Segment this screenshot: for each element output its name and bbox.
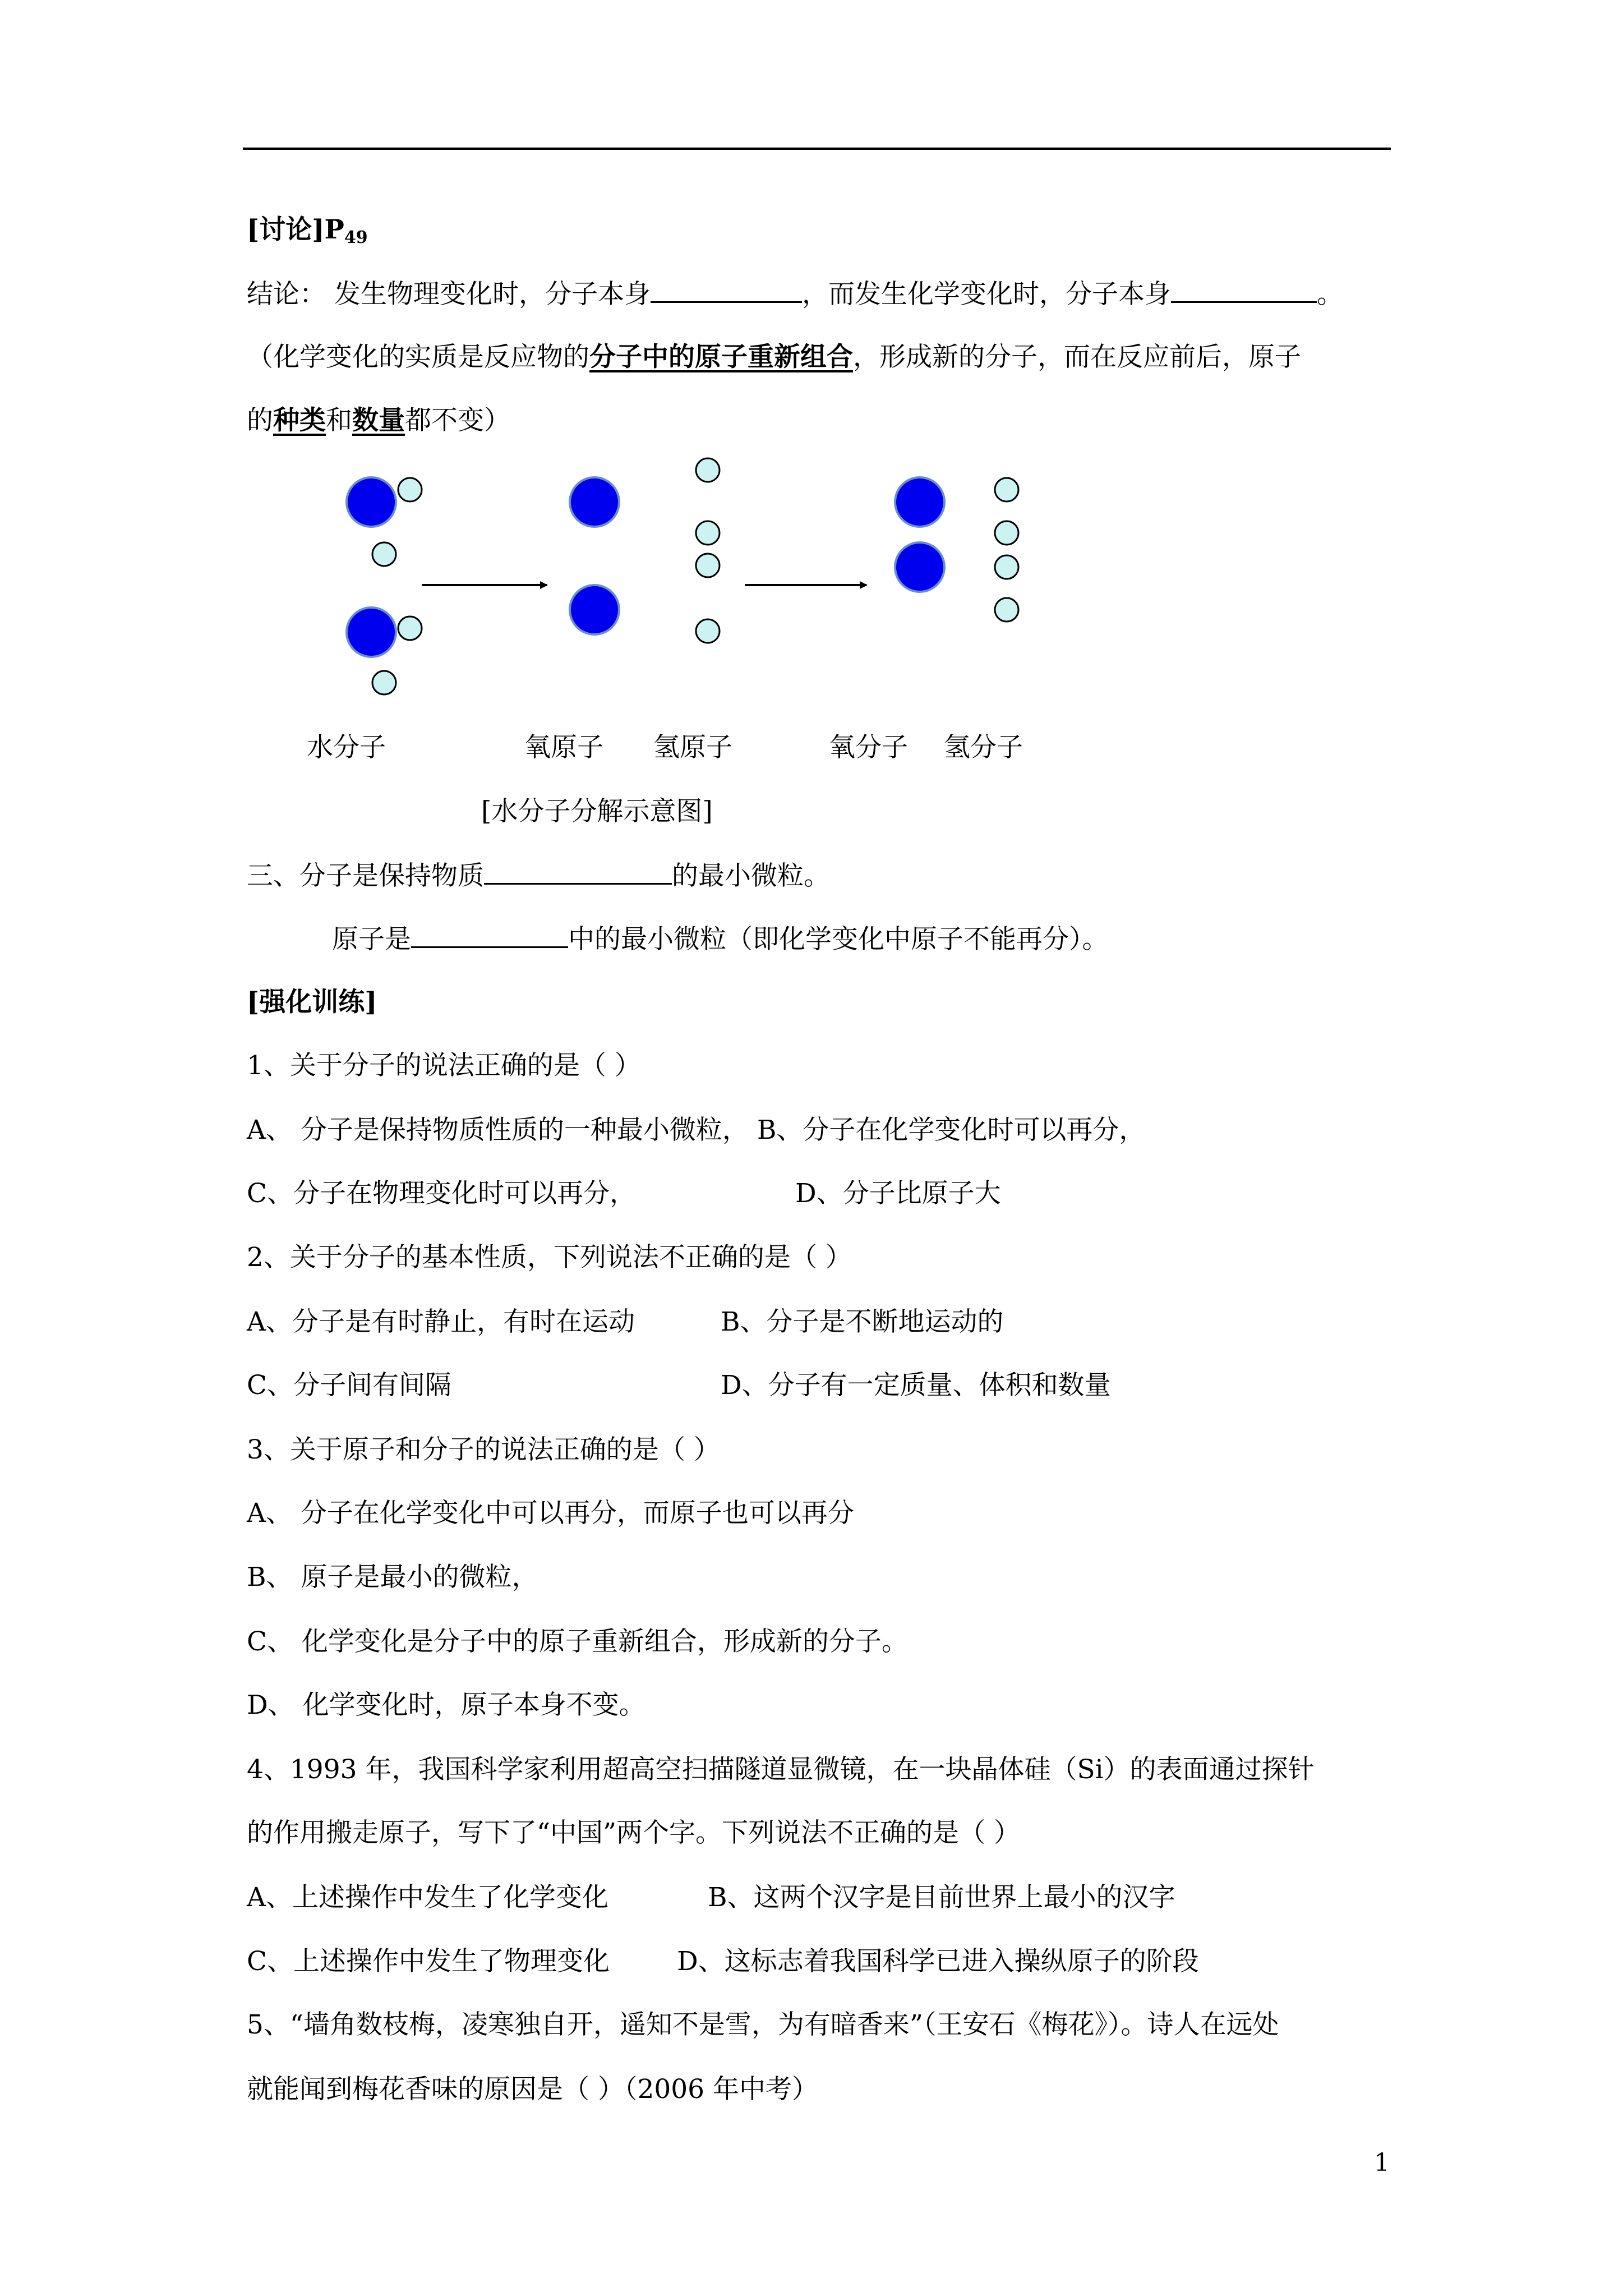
hydrogen-atom xyxy=(696,619,720,643)
conclusion-line xyxy=(247,277,1343,311)
question-5-line-2: 就能闻到梅花香味的原因是（ ）（2006 年中考） xyxy=(247,2074,818,2105)
training-title: [强化训练] xyxy=(247,987,377,1018)
atom-def-b: 中的最小微粒（即化学变化中原子不能再分）。 xyxy=(568,924,1109,955)
hydrogen-atom xyxy=(372,671,396,694)
oxygen-molecule-atom xyxy=(895,542,944,592)
hydrogen-molecule-atom xyxy=(995,521,1018,545)
hydrogen-atom xyxy=(398,478,422,501)
hydrogen-atom xyxy=(696,521,720,545)
essence-kind: 种类 xyxy=(273,405,326,436)
molecule-def-a: 三、分子是保持物质 xyxy=(247,861,484,891)
essence-text-b: ，形成新的分子，而在反应前后，原子 xyxy=(853,342,1301,372)
question-3-option-c: C、 化学变化是分子中的原子重新组合，形成新的分子。 xyxy=(247,1626,908,1657)
question-1: 1、关于分子的说法正确的是（ ） xyxy=(247,1050,641,1081)
question-3-option-b: B、 原子是最小的微粒， xyxy=(247,1562,538,1593)
question-1-option-d: D、分子比原子大 xyxy=(795,1178,1001,1209)
label-hydrogen-molecule: 氢分子 xyxy=(944,732,1023,763)
question-4-option-b: B、这两个汉字是目前世界上最小的汉字 xyxy=(708,1882,1175,1913)
conclusion-prefix: 结论： 发生物理变化时，分子本身 xyxy=(247,279,651,310)
essence-emphasis: 分子中的原子重新组合 xyxy=(589,342,853,372)
oxygen-atom xyxy=(347,477,396,527)
question-5-line-1: 5、“墙角数枝梅，凌寒独自开，遥知不是雪，为有暗香来”（王安石《梅花》）。诗人在远处 xyxy=(247,2009,1279,2040)
atom-def-a: 原子是 xyxy=(332,924,411,955)
hydrogen-atom xyxy=(398,616,422,640)
hydrogen-atom xyxy=(372,542,396,566)
header-rule xyxy=(243,148,1391,150)
atom-blank[interactable] xyxy=(411,922,568,948)
hydrogen-molecule-atom xyxy=(995,478,1018,501)
essence-text-d: 都不变） xyxy=(405,405,510,436)
conclusion-suffix: 。 xyxy=(1316,279,1343,310)
atom-definition xyxy=(332,922,1109,956)
question-2-option-a: A、分子是有时静止，有时在运动 xyxy=(247,1306,635,1337)
question-4-line-2: 的作用搬走原子，写下了“中国”两个字。下列说法不正确的是（ ） xyxy=(247,1818,1020,1848)
water-molecule-2 xyxy=(347,608,422,694)
conclusion-blank-2[interactable] xyxy=(1171,277,1317,303)
discussion-label: [讨论]P xyxy=(247,214,344,245)
essence-text-c: 的 xyxy=(247,405,273,436)
label-water-molecule: 水分子 xyxy=(307,732,386,763)
hydrogen-molecule-atom xyxy=(995,555,1018,579)
molecule-def-b: 的最小微粒。 xyxy=(672,861,830,891)
label-hydrogen-atom: 氢原子 xyxy=(653,732,732,763)
page-number: 1 xyxy=(1374,2148,1390,2177)
label-oxygen-atom: 氧原子 xyxy=(524,732,603,763)
hydrogen-atom xyxy=(696,458,720,482)
question-2: 2、关于分子的基本性质，下列说法不正确的是（ ） xyxy=(247,1242,852,1273)
oxygen-atom xyxy=(570,585,619,634)
conclusion-middle: ，而发生化学变化时，分子本身 xyxy=(801,279,1171,310)
question-3: 3、关于原子和分子的说法正确的是（ ） xyxy=(247,1434,720,1465)
essence-text-a: （化学变化的实质是反应物的 xyxy=(247,342,589,372)
essence-line-2 xyxy=(247,404,510,438)
diagram-caption: [水分子分解示意图] xyxy=(481,796,713,827)
label-oxygen-molecule: 氧分子 xyxy=(829,732,908,763)
question-2-option-b: B、分子是不断地运动的 xyxy=(721,1306,1004,1337)
question-4-line-1: 4、1993 年，我国科学家利用超高空扫描隧道显微镜，在一块晶体硅（Si）的表面通过探针 xyxy=(247,1754,1315,1785)
question-4-option-a: A、上述操作中发生了化学变化 xyxy=(247,1882,608,1913)
question-1-option-ab: A、 分子是保持物质性质的一种最小微粒， B、分子在化学变化时可以再分， xyxy=(247,1115,1146,1145)
question-2-option-d: D、分子有一定质量、体积和数量 xyxy=(721,1370,1111,1401)
question-4-option-d: D、这标志着我国科学已进入操纵原子的阶段 xyxy=(677,1946,1199,1977)
essence-quantity: 数量 xyxy=(352,405,405,436)
hydrogen-molecule-atom xyxy=(995,598,1018,622)
hydrogen-atom xyxy=(696,554,720,577)
water-molecule-1 xyxy=(347,477,422,566)
question-4-option-c: C、上述操作中发生了物理变化 xyxy=(247,1946,610,1977)
discussion-heading xyxy=(247,213,368,255)
question-3-option-a: A、 分子在化学变化中可以再分，而原子也可以再分 xyxy=(247,1498,854,1529)
molecule-blank[interactable] xyxy=(484,858,672,885)
oxygen-atom xyxy=(347,608,396,657)
molecule-definition xyxy=(247,858,830,893)
discussion-subscript: 49 xyxy=(344,228,368,247)
conclusion-blank-1[interactable] xyxy=(651,277,802,303)
question-3-option-d: D、 化学变化时，原子本身不变。 xyxy=(247,1690,645,1720)
essence-line-1 xyxy=(247,341,1301,374)
question-2-option-c: C、分子间有间隔 xyxy=(247,1370,451,1401)
oxygen-molecule-atom xyxy=(895,477,944,527)
question-1-option-c: C、分子在物理变化时可以再分， xyxy=(247,1178,636,1209)
oxygen-atom xyxy=(570,477,619,527)
essence-and: 和 xyxy=(326,405,352,436)
